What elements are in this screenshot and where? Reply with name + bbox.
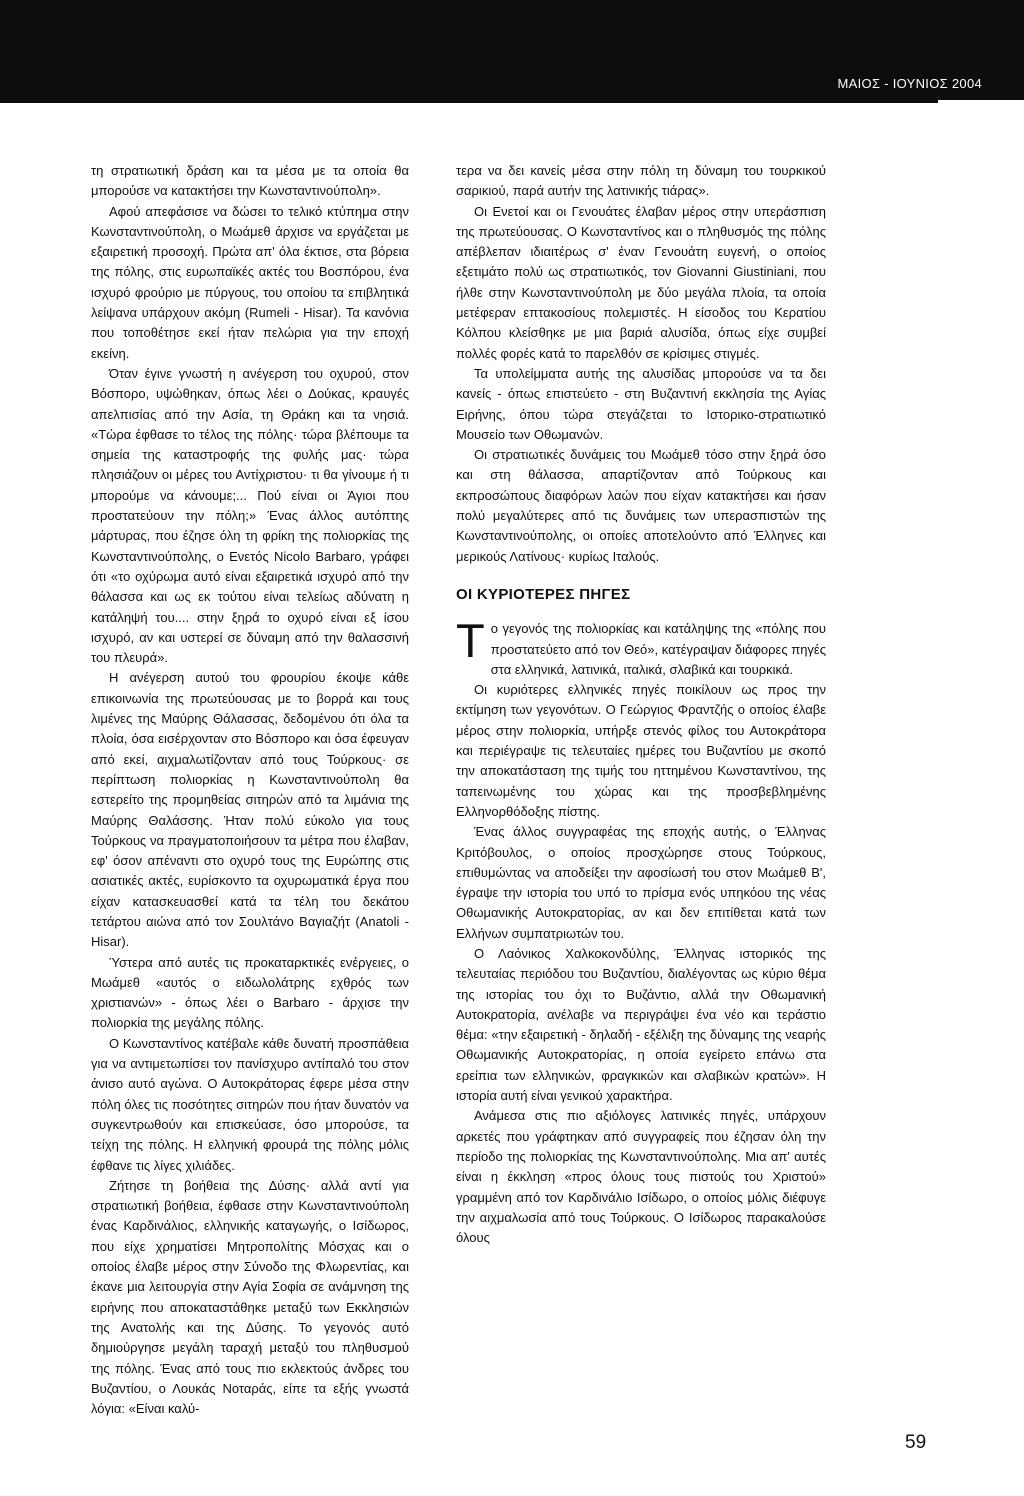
paragraph: Ο Κωνσταντίνος κατέβαλε κάθε δυνατή προσπάθεια για να αντιμετωπίσει τον πανίσχυρο αντίπαλό του στον άνισο αυτό αγώνα. Ο Αυτοκράτορας έφερε μέσα στην πόλη όλες τις ποσότητες σιτηρών που ήταν δυνατόν να συγκεντρωθούν και επισκεύασε, όσο μπορούσε, τα τείχη της πόλης. Η ελληνική φρουρά της πόλης μόλις έφθανε τις λίγες χιλιάδες. — [91, 1035, 409, 1173]
paragraph: Αφού απεφάσισε να δώσει το τελικό κτύπημα στην Κωνσταντινούπολη, ο Μωάμεθ άρχισε να εργάζεται με εξαιρετική προσοχή. Πρώτα απ' όλα έκτισε, στα βόρεια της πόλης, στις ευρωπαϊκές ακτές του Βοσπόρου, ένα ισχυρό φρούριο με πύργους, του οποίου τα επιβλητικά λείψανα υπάρχουν ακόμη (Rumeli - Hisar). Τα κανόνια που τοποθέτησε εκεί ήταν πελώρια για την εποχή εκείνη. — [91, 203, 409, 361]
dropcap-paragraph — [456, 614, 826, 680]
drop-cap: Τ — [456, 614, 485, 668]
paragraph: Οι Ενετοί και οι Γενουάτες έλαβαν μέρος στην υπεράσπιση της πρωτεύουσας. Ο Κωνσταντίνος και ο πληθυσμός της πόλης απέβλεπαν ιδιαιτέρως σ' έναν Γενουάτη ευγενή, ο οποίος εξετιμάτο πολύ ως στρατιωτικός, τον Giovanni Giustiniani, που ήλθε στην Κωνσταντινούπολη με δύο μεγάλα πλοία, τα οποία μετέφεραν επτακοσίους πολεμιστές. Η είσοδος του Κερατίου Κόλπου κλείσθηκε με μια βαριά αλυσίδα, όπως είχε συμβεί πολλές φορές κατά το παρελθόν σε κρίσιμες στιγμές. — [456, 203, 826, 361]
dropcap-paragraph-text: ο γεγονός της πολιορκίας και κατάληψης της «πόλης που προστατεύετο από τον Θεό», κατέγραψαν διάφορες πηγές στα ελληνικά, λατινικά, ιταλικά, σλαβικά και τουρκικά. — [490, 621, 826, 677]
header-bar — [0, 0, 1024, 100]
paragraph: τερα να δει κανείς μέσα στην πόλη τη δύναμη του τουρκικού σαρικιού, παρά αυτήν της λατινικής τιάρας». — [456, 163, 826, 199]
right-column — [456, 161, 826, 1248]
paragraph: Όταν έγινε γνωστή η ανέγερση του οχυρού, στον Βόσπορο, υψώθηκαν, όπως λέει ο Δούκας, κραυγές απελπισίας από την Ασία, τη Θράκη και τα νησιά. «Τώρα έφθασε το τέλος της πόλης· τώρα βλέπουμε τα σημεία της καταστροφής της φυλής μας· τώρα πλησιάζουν οι μέρες του Αντίχριστου· τι θα γίνουμε ή τι μπορούμε να κάνουμε;... Πού είναι οι Άγιοι που προστατεύουν την πόλη;» Ένας άλλος αυτόπτης μάρτυρας, που έζησε όλη τη φρίκη της πολιορκίας της Κωνσταντινούπολης, ο Ενετός Nicolo Barbaro, γράφει ότι «το οχύρωμα αυτό είναι εξαιρετικά ισχυρό από την θάλασσα και ως εκ τούτου είναι τελείως αδύνατη η κατάληψή του.... στην ξηρά το οχυρό είναι εξ ίσου ισχυρό, αν και υστερεί σε δύναμη από την θαλασσινή του πλευρά». — [91, 365, 409, 666]
paragraph: Ένας άλλος συγγραφέας της εποχής αυτής, ο Έλληνας Κριτόβουλος, ο οποίος προσχώρησε στους Τούρκους, επιθυμώντας να αποδείξει την αφοσίωσή του στον Μωάμεθ Β', έγραψε την ιστορία του υπό το πρίσμα ενός υπηκόου της νέας Οθωμανικής Αυτοκρατορίας, αν και δεν επιτίθεται κατά των Ελλήνων συμπατριωτών του. — [456, 824, 826, 941]
paragraph: Οι στρατιωτικές δυνάμεις του Μωάμεθ τόσο στην ξηρά όσο και στη θάλασσα, απαρτίζονταν από Τούρκους και εκπροσώπους διαφόρων λαών που είχαν κατακτήσει και ήσαν πολύ μεγαλύτερες από τις δυνάμεις των υπερασπιστών της Κωνσταντινούπολης, οι οποίες αποτελούντο από Έλληνες και μερικούς Λατίνους· κυρίως Ιταλούς. — [456, 447, 826, 564]
left-column — [91, 161, 409, 1419]
paragraph: Οι κυριότερες ελληνικές πηγές ποικίλουν ως προς την εκτίμηση των γεγονότων. Ο Γεώργιος Φραντζής ο οποίος έλαβε μέρος στην πολιορκία, υπήρξε στενός φίλος του Αυτοκράτορα και περιέγραψε τις τελευταίες ημέρες του Βυζαντίου με σκοπό την αποκατάσταση της τιμής του ηττημένου Κωνσταντίνου, της ταπεινωμένης του χώρας και της προσβεβλημένης Ελληνορθόδοξης πίστης. — [456, 682, 826, 819]
paragraph: Ο Λαόνικος Χαλκοκονδύλης, Έλληνας ιστορικός της τελευταίας περιόδου του Βυζαντίου, διαλέγοντας ως κύριο θέμα της ιστορίας του όχι το Βυζάντιο, αλλά την Οθωμανική Αυτοκρατορία, ανέλαβε να περιγράψει ένα νέο και τεράστιο θέμα: «την εξαιρετική - δηλαδή - εξέλιξη της δύναμης της νεαρής Οθωμανικής Αυτοκρατορίας, η οποία εγείρετο επάνω στα ερείπια των ελληνικών, φραγκικών και σλαβικών κρατών». Η ιστορία αυτή είναι γενικού χαρακτήρα. — [456, 945, 826, 1104]
paragraph: Ύστερα από αυτές τις προκαταρκτικές ενέργειες, ο Μωάμεθ «αυτός ο ειδωλολάτρης εχθρός των χριστιανών» - όπως λέει ο Barbaro - άρχισε την πολιορκία της μεγάλης πόλης. — [91, 954, 409, 1031]
paragraph: τη στρατιωτική δράση και τα μέσα με τα οποία θα μπορούσε να κατακτήσει την Κωνσταντινούπολη». — [91, 163, 409, 199]
issue-date: ΜΑΙΟΣ - ΙΟΥΝΙΟΣ 2004 — [837, 76, 982, 91]
paragraph: Ανάμεσα στις πιο αξιόλογες λατινικές πηγές, υπάρχουν αρκετές που γράφτηκαν από συγγραφείς που έζησαν όλη την περίοδο της πολιορκίας της Κωνσταντινούπολης. Μια απ' αυτές είναι η έκκληση «προς όλους τους πιστούς του Χριστού» γραμμένη από τον Καρδινάλιο Ισίδωρο, ο οποίος μόλις διέφυγε την αιχμαλωσία από τους Τούρκους. Ο Ισίδωρος παρακαλούσε όλους — [456, 1108, 826, 1246]
page-number: 59 — [905, 1432, 927, 1453]
paragraph: Τα υπολείμματα αυτής της αλυσίδας μπορούσε να τα δει κανείς - όπως επιστεύετο - στη Βυζαντινή εκκλησία της Αγίας Ειρήνης, όπου τώρα στεγάζεται το Ιστορικο-στρατιωτικό Μουσείο των Οθωμανών. — [456, 365, 826, 442]
header-rule — [0, 100, 938, 103]
paragraph: Η ανέγερση αυτού του φρουρίου έκοψε κάθε επικοινωνία της πρωτεύουσας με το βορρά και τους λιμένες της Μαύρης Θάλασσας, δεδομένου ότι όλα τα πλοία, όσα εισέρχονταν στο Βόσπορο και όσα έφευγαν από εκεί, αιχμαλωτίζονταν από τους Τούρκους· σε περίπτωση πολιορκίας η Κωνσταντινούπολη θα εστερείτο της προμηθείας σιτηρών από τα λιμάνια της Μαύρης Θαλάσσης. Ήταν πολύ εύκολο για τους Τούρκους να πραγματοποιήσουν τα μέτρα που έλαβαν, εφ' όσον απέναντι στο οχυρό τους της Ευρώπης στις ασιατικές ακτές, ευρίσκοντο τα οχυρωματικά έργα που είχαν κατασκευασθεί κατά τα τέλη του δεκάτου τετάρτου αιώνα από τον Σουλτάνο Βαγιαζήτ (Anatoli - Hisar). — [91, 670, 409, 950]
section-heading: ΟΙ ΚΥΡΙΟΤΕΡΕΣ ΠΗΓΕΣ — [456, 585, 631, 603]
paragraph: Ζήτησε τη βοήθεια της Δύσης· αλλά αντί για στρατιωτική βοήθεια, έφθασε στην Κωνσταντινούπολη ένας Καρδινάλιος, ελληνικής καταγωγής, ο Ισίδωρος, που είχε χρηματίσει Μητροπολίτης Μόσχας και ο οποίος έλαβε μέρος στην Σύνοδο της Φλωρεντίας, και έκανε μια λειτουργία στην Αγία Σοφία σε ανάμνηση της ειρήνης που αποκαταστάθηκε μεταξύ των Εκκλησιών της Ανατολής και της Δύσης. Το γεγονός αυτό δημιούργησε μεγάλη ταραχή μεταξύ του πληθυσμού της πόλης. Ένας από τους πιο εκλεκτούς άνδρες του Βυζαντίου, ο Λουκάς Νοταράς, είπε τα εξής γνωστά λόγια: «Είναι καλύ- — [91, 1177, 409, 1417]
